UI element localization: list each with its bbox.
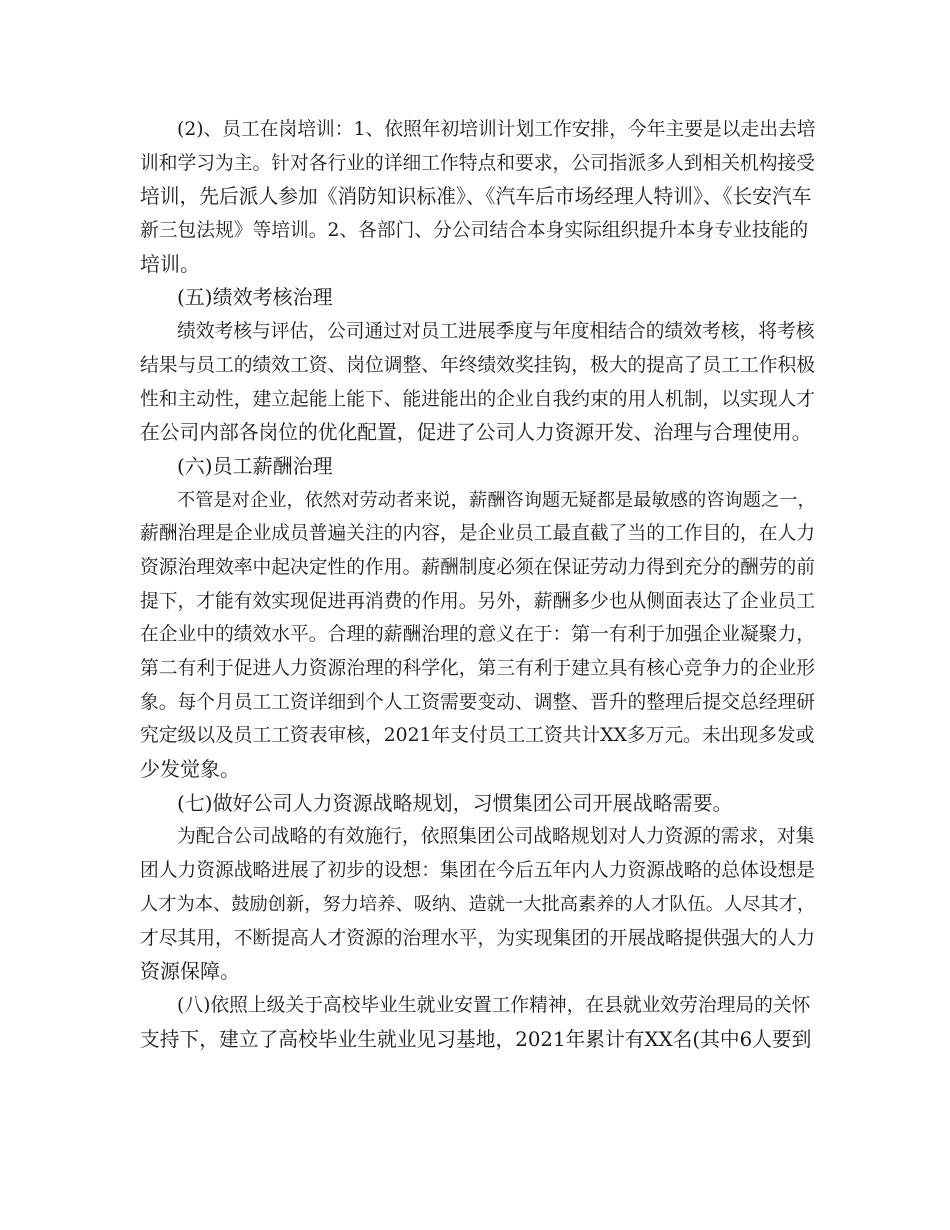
text-line: (七)做好公司人力资源战略规划，习惯集团公司开展战略需要。 <box>177 790 733 815</box>
text-line: 少发觉象。 <box>140 757 240 782</box>
document-body <box>140 113 816 1056</box>
text-line: (五)绩效考核治理 <box>177 285 333 310</box>
text-line: 提下，才能有效实现促进再消费的作用。另外，薪酬多少也从侧面表达了企业员工 <box>140 590 815 612</box>
text-line: 不管是对企业，依然对劳动者来说，薪酬咨询题无疑都是最敏感的咨询题之一， <box>177 489 816 511</box>
text-line: 新三包法规》等培训。2、各部门、分公司结合本身实际组织提升本身专业技能的 <box>140 220 809 242</box>
text-line: 究定级以及员工工资表审核，2021年支付员工工资共计XX多万元。未出现多发或 <box>140 725 815 747</box>
text-line: 人才为本、鼓励创新，努力培养、吸纳、造就一大批高素养的人才队伍。人尽其才， <box>140 893 816 915</box>
text-line: 结果与员工的绩效工资、岗位调整、年终绩效奖挂钩，极大的提高了员工工作积极 <box>140 354 815 376</box>
text-line: 支持下，建立了高校毕业生就业见习基地，2021年累计有XX名(其中6人要到 <box>140 1027 812 1051</box>
text-line: 培训，先后派人参加《消防知识标准》、《汽车后市场经理人特训》、《长安汽车 <box>140 185 812 209</box>
text-line: 训和学习为主。针对各行业的详细工作特点和要求，公司指派多人到相关机构接受 <box>140 152 815 174</box>
text-line: 为配合公司战略的有效施行，依照集团公司战略规划对人力资源的需求，对集 <box>177 826 815 848</box>
text-line: 资源治理效率中起决定性的作用。薪酬制度必须在保证劳动力得到充分的酬劳的前 <box>140 556 815 578</box>
text-line: 绩效考核与评估，公司通过对员工进展季度与年度相结合的绩效考核，将考核 <box>177 321 815 343</box>
text-line: 才尽其用，不断提高人才资源的治理水平，为实现集团的开展战略提供强大的人力 <box>140 927 815 949</box>
text-line: 薪酬治理是企业成员普遍关注的内容，是企业员工最直截了当的工作目的，在人力 <box>140 523 815 545</box>
text-line: 第二有利于促进人力资源治理的科学化，第三有利于建立具有核心竞争力的企业形 <box>140 658 815 679</box>
text-line: (2)、员工在岗培训：1、依照年初培训计划工作安排，今年主要是以走出去培 <box>177 119 816 140</box>
text-line: (六)员工薪酬治理 <box>177 453 333 478</box>
text-line: 资源保障。 <box>140 959 240 984</box>
text-line: 在企业中的绩效水平。合理的薪酬治理的意义在于：第一有利于加强企业凝聚力， <box>140 624 815 646</box>
text-line: 象。每个月员工工资详细到个人工资需要变动、调整、晋升的整理后提交总经理研 <box>140 691 815 713</box>
text-line: (八)依照上级关于高校毕业生就业安置工作精神，在县就业效劳治理局的关怀 <box>177 994 811 1016</box>
text-line: 在公司内部各岗位的优化配置，促进了公司人力资源开发、治理与合理使用。 <box>140 421 812 445</box>
text-line: 性和主动性，建立起能上能下、能进能出的企业自我约束的用人机制，以实现人才 <box>140 388 815 410</box>
text-line: 培训。 <box>140 251 200 276</box>
text-line: 团人力资源战略进展了初步的设想：集团在今后五年内人力资源战略的总体设想是 <box>140 860 815 882</box>
